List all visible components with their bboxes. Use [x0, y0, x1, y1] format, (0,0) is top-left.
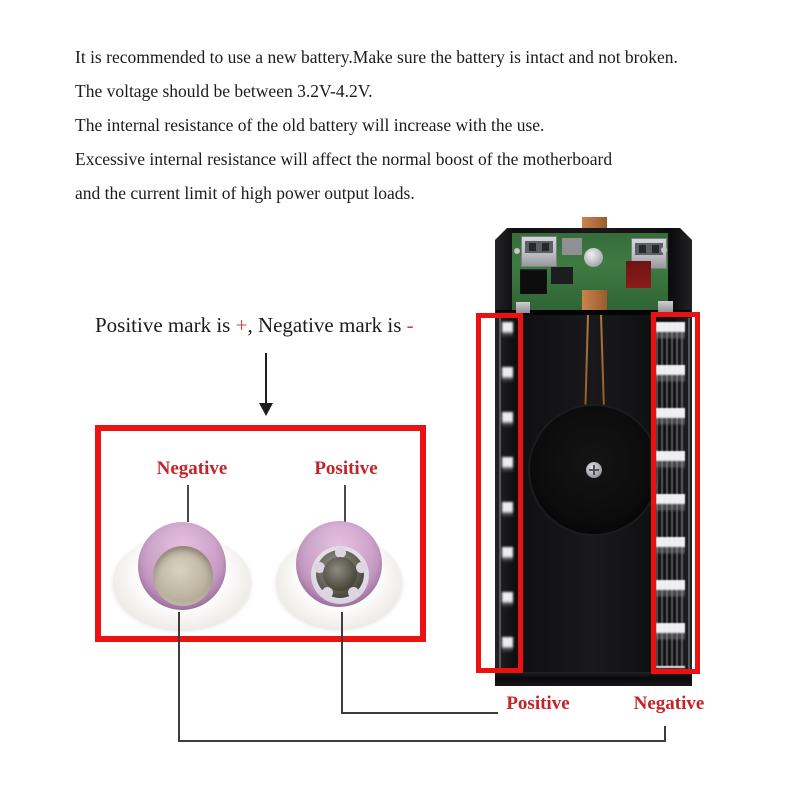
usb-pin [529, 243, 536, 251]
red-component [626, 261, 651, 288]
positive-pointer-line [344, 485, 346, 522]
plus-symbol: + [235, 313, 248, 337]
pcb-component [562, 238, 582, 255]
negative-terminal-label: Negative [156, 458, 228, 479]
positive-terminal-label: Positive [314, 458, 378, 479]
connector-line-negative [664, 726, 666, 742]
pcb-screw [661, 247, 667, 253]
connector-line-positive [341, 712, 498, 714]
connector-line-negative [178, 612, 180, 742]
connector-line-negative [178, 740, 666, 742]
screw-slot [593, 465, 595, 475]
strap-button [584, 248, 603, 267]
case-bottom-cap [495, 672, 692, 686]
instruction-line: The internal resistance of the old battery will increase with the use. [75, 115, 545, 135]
positive-battery-button-top [316, 550, 364, 598]
negative-pointer-line [187, 485, 189, 522]
usb-pin [652, 245, 659, 253]
pcb-screw [514, 248, 520, 254]
inductor-component [520, 269, 547, 294]
down-arrow-head-icon [259, 403, 273, 416]
battery-slot-highlight-positive [476, 313, 523, 673]
terminal-notch [356, 562, 367, 573]
instruction-line: Excessive internal resistance will affect the normal boost of the motherboard [75, 149, 613, 169]
instruction-line: The voltage should be between 3.2V-4.2V. [75, 81, 373, 101]
case-negative-label: Negative [633, 693, 705, 714]
contact-plate-left [516, 302, 530, 313]
minus-symbol: - [406, 313, 414, 337]
polarity-note-prefix: Positive mark is [95, 313, 236, 337]
usb-port-left [521, 236, 557, 267]
instruction-line: and the current limit of high power output loads. [75, 183, 415, 203]
usb-pin [639, 245, 646, 253]
center-screw [586, 462, 602, 478]
terminal-cap [323, 557, 357, 591]
down-arrow-icon [265, 353, 267, 405]
polarity-note-middle: , Negative mark is [247, 313, 407, 337]
usb-pin [542, 243, 549, 251]
chip-component [551, 267, 573, 284]
battery-slot-highlight-negative [651, 312, 700, 674]
negative-battery-flat-top [153, 546, 213, 606]
polarity-note [95, 313, 414, 338]
instruction-line: It is recommended to use a new battery.Make sure the battery is intact and not broken. [75, 47, 678, 67]
case-positive-label: Positive [506, 693, 570, 714]
battery-terminals-box [95, 425, 426, 642]
terminal-notch [335, 547, 346, 558]
connector-line-positive [341, 612, 343, 714]
